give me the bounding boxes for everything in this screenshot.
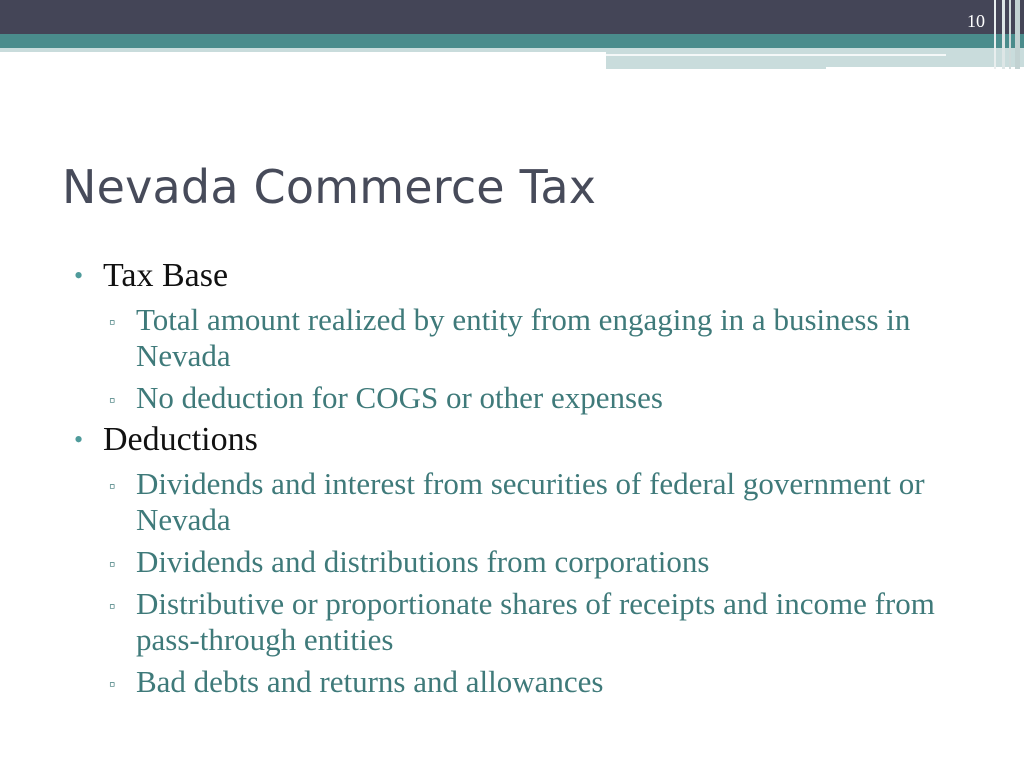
sub-bullet bbox=[72, 664, 972, 700]
square-bullet-icon: ▫ bbox=[109, 390, 116, 410]
header-bar bbox=[0, 0, 1024, 34]
bullet-heading: Tax Base bbox=[103, 257, 229, 294]
sub-bullet-text: Total amount realized by entity from engaging in a business in Nevada bbox=[136, 302, 911, 373]
square-bullet-icon: ▫ bbox=[109, 312, 116, 332]
slide-content bbox=[72, 256, 972, 700]
slide-number: 10 bbox=[967, 11, 985, 31]
bullet-heading: Deductions bbox=[103, 421, 258, 458]
square-bullet-icon: ▫ bbox=[109, 674, 116, 694]
bullet-dot-icon: • bbox=[74, 425, 84, 454]
bullet-dot-icon: • bbox=[74, 261, 84, 290]
bullet-deductions bbox=[72, 420, 972, 460]
sub-bullet bbox=[72, 380, 972, 416]
sub-bullet bbox=[72, 302, 972, 374]
square-bullet-icon: ▫ bbox=[109, 476, 116, 496]
square-bullet-icon: ▫ bbox=[109, 554, 116, 574]
header-light-stripe-right bbox=[606, 48, 1024, 67]
header-light-stripe-left bbox=[0, 48, 606, 52]
header-accent-band bbox=[0, 34, 1024, 48]
sub-bullet-text: Dividends and interest from securities of federal government or Nevada bbox=[136, 466, 925, 537]
sub-bullet-text: Bad debts and returns and allowances bbox=[136, 664, 604, 699]
square-bullet-icon: ▫ bbox=[109, 596, 116, 616]
header-thin-line bbox=[606, 67, 826, 69]
slide-title: Nevada Commerce Tax bbox=[62, 160, 597, 214]
bullet-tax-base bbox=[72, 256, 972, 296]
sub-bullet-text: No deduction for COGS or other expenses bbox=[136, 380, 663, 415]
sub-bullet-text: Distributive or proportionate shares of receipts and income from pass-through entities bbox=[136, 586, 935, 657]
sub-bullet bbox=[72, 466, 972, 538]
sub-bullet-text: Dividends and distributions from corporations bbox=[136, 544, 710, 579]
sub-bullet bbox=[72, 586, 972, 658]
sub-bullet bbox=[72, 544, 972, 580]
header-thin-line bbox=[606, 54, 946, 56]
